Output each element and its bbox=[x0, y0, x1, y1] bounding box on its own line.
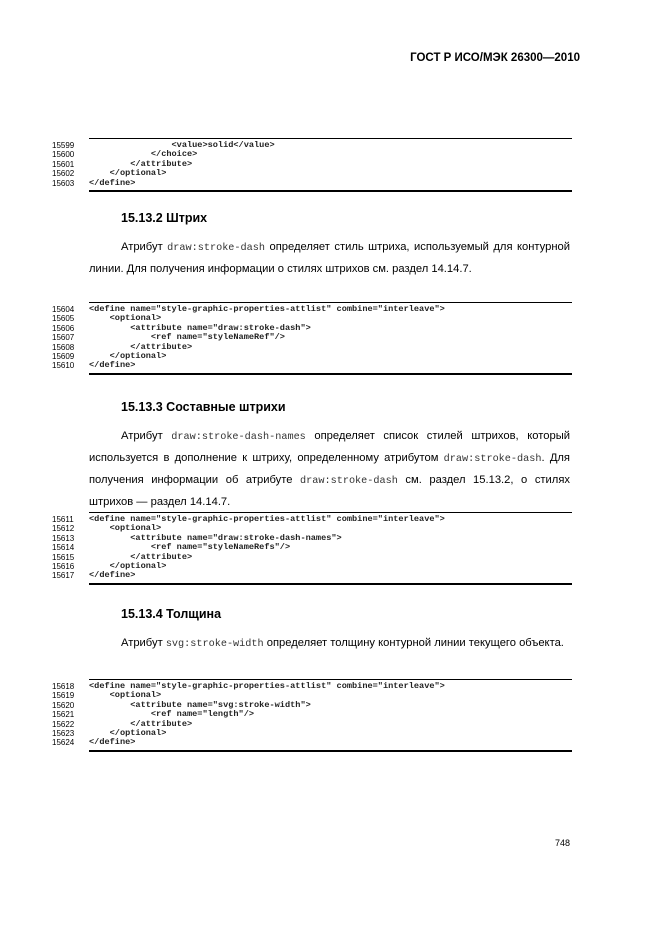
line-number: 15624 bbox=[52, 738, 75, 748]
code-text: <optional> bbox=[89, 313, 162, 324]
code-text: <ref name="styleNameRefs"/> bbox=[89, 542, 291, 553]
line-number: 15616 bbox=[52, 561, 75, 571]
code-text: </optional> bbox=[89, 560, 167, 571]
code-text: </attribute> bbox=[89, 158, 193, 169]
text-run: определяет список стилей штрихов, который используется в дополнение к штриху, определенному атрибутом bbox=[89, 430, 570, 464]
paragraph bbox=[89, 237, 570, 279]
paragraph bbox=[89, 426, 570, 512]
line-number: 15621 bbox=[52, 710, 75, 720]
line-number: 15623 bbox=[52, 728, 75, 738]
code-text: </attribute> bbox=[89, 718, 193, 729]
code-line bbox=[52, 179, 572, 188]
line-number: 15605 bbox=[52, 314, 75, 324]
line-number: 15613 bbox=[52, 533, 75, 543]
line-number: 15610 bbox=[52, 361, 75, 371]
code-block bbox=[52, 138, 572, 188]
code-inline: draw:stroke-dash bbox=[443, 454, 542, 465]
code-block bbox=[52, 302, 572, 371]
text-run: . Для получения информации об атрибуте bbox=[89, 452, 570, 486]
code-text: </attribute> bbox=[89, 551, 193, 562]
section-heading: 15.13.3 Составные штрихи bbox=[121, 400, 286, 414]
code-text: <optional> bbox=[89, 523, 162, 534]
line-number: 15620 bbox=[52, 700, 75, 710]
line-number: 15600 bbox=[52, 150, 75, 160]
code-rule-top bbox=[89, 512, 572, 513]
line-number: 15608 bbox=[52, 342, 75, 352]
code-text: <ref name="styleNameRef"/> bbox=[89, 332, 285, 343]
line-number: 15604 bbox=[52, 305, 75, 314]
line-number: 15606 bbox=[52, 323, 75, 333]
code-text: <ref name="length"/> bbox=[89, 709, 255, 720]
code-text: </define> bbox=[89, 570, 136, 581]
code-text: </define> bbox=[89, 177, 136, 188]
line-number: 15617 bbox=[52, 571, 75, 581]
line-number: 15601 bbox=[52, 159, 75, 169]
code-text: </choice> bbox=[89, 149, 198, 160]
code-text: <attribute name="draw:stroke-dash"> bbox=[89, 322, 311, 333]
code-text: <define name="style-graphic-properties-attlist" combine="interleave"> bbox=[89, 304, 445, 314]
code-inline: draw:stroke-dash bbox=[300, 476, 398, 487]
text-run: определяет толщину контурной линии текущего объекта. bbox=[263, 637, 564, 649]
code-text: <attribute name="svg:stroke-width"> bbox=[89, 699, 311, 710]
code-text: </optional> bbox=[89, 350, 167, 361]
code-block bbox=[52, 679, 572, 748]
code-inline: svg:stroke-width bbox=[165, 639, 264, 650]
code-rule-bottom bbox=[89, 373, 572, 375]
code-text: <value>solid</value> bbox=[89, 140, 275, 150]
code-text: </optional> bbox=[89, 168, 167, 179]
page-number: 748 bbox=[554, 838, 570, 848]
code-text: </define> bbox=[89, 360, 136, 371]
code-text: <define name="style-graphic-properties-attlist" combine="interleave"> bbox=[89, 514, 445, 524]
line-number: 15603 bbox=[52, 178, 75, 188]
text-run: Атрибут bbox=[121, 637, 166, 649]
code-rule-top bbox=[89, 679, 572, 680]
line-number: 15618 bbox=[52, 682, 75, 691]
code-line bbox=[52, 571, 572, 580]
code-rule-top bbox=[89, 302, 572, 303]
code-text: </attribute> bbox=[89, 341, 193, 352]
text-run: Атрибут bbox=[121, 430, 172, 442]
line-number: 15607 bbox=[52, 333, 75, 343]
line-number: 15619 bbox=[52, 691, 75, 701]
code-rule-bottom bbox=[89, 583, 572, 585]
code-rule-top bbox=[89, 138, 572, 139]
code-text: <optional> bbox=[89, 690, 162, 701]
text-run: определяет стиль штриха, используемый для контурной линии. Для получения информации о стилях штрихов см. раздел 14.14.7. bbox=[89, 241, 570, 275]
line-number: 15615 bbox=[52, 552, 75, 562]
text-run: Атрибут bbox=[121, 241, 168, 253]
line-number: 15599 bbox=[52, 141, 75, 150]
code-inline: draw:stroke-dash bbox=[167, 243, 265, 254]
code-text: </optional> bbox=[89, 727, 167, 738]
code-text: <attribute name="draw:stroke-dash-names"> bbox=[89, 532, 342, 543]
section-heading: 15.13.4 Толщина bbox=[121, 607, 222, 621]
code-line bbox=[52, 361, 572, 370]
code-text: <define name="style-graphic-properties-attlist" combine="interleave"> bbox=[89, 681, 445, 691]
line-number: 15622 bbox=[52, 719, 75, 729]
line-number: 15609 bbox=[52, 351, 75, 361]
text-run: см. раздел 15.13.2, о стилях штрихов — раздел 14.14.7. bbox=[89, 474, 570, 508]
line-number: 15612 bbox=[52, 524, 75, 534]
line-number: 15614 bbox=[52, 543, 75, 553]
code-text: </define> bbox=[89, 737, 136, 748]
paragraph bbox=[89, 633, 570, 655]
line-number: 15602 bbox=[52, 169, 75, 179]
code-rule-bottom bbox=[89, 750, 572, 752]
section-heading: 15.13.2 Штрих bbox=[121, 211, 208, 225]
code-rule-bottom bbox=[89, 190, 572, 192]
document-header: ГОСТ Р ИСО/МЭК 26300—2010 bbox=[410, 52, 580, 64]
code-line bbox=[52, 738, 572, 747]
code-inline: draw:stroke-dash-names bbox=[171, 432, 306, 443]
line-number: 15611 bbox=[52, 515, 74, 524]
code-block bbox=[52, 512, 572, 581]
